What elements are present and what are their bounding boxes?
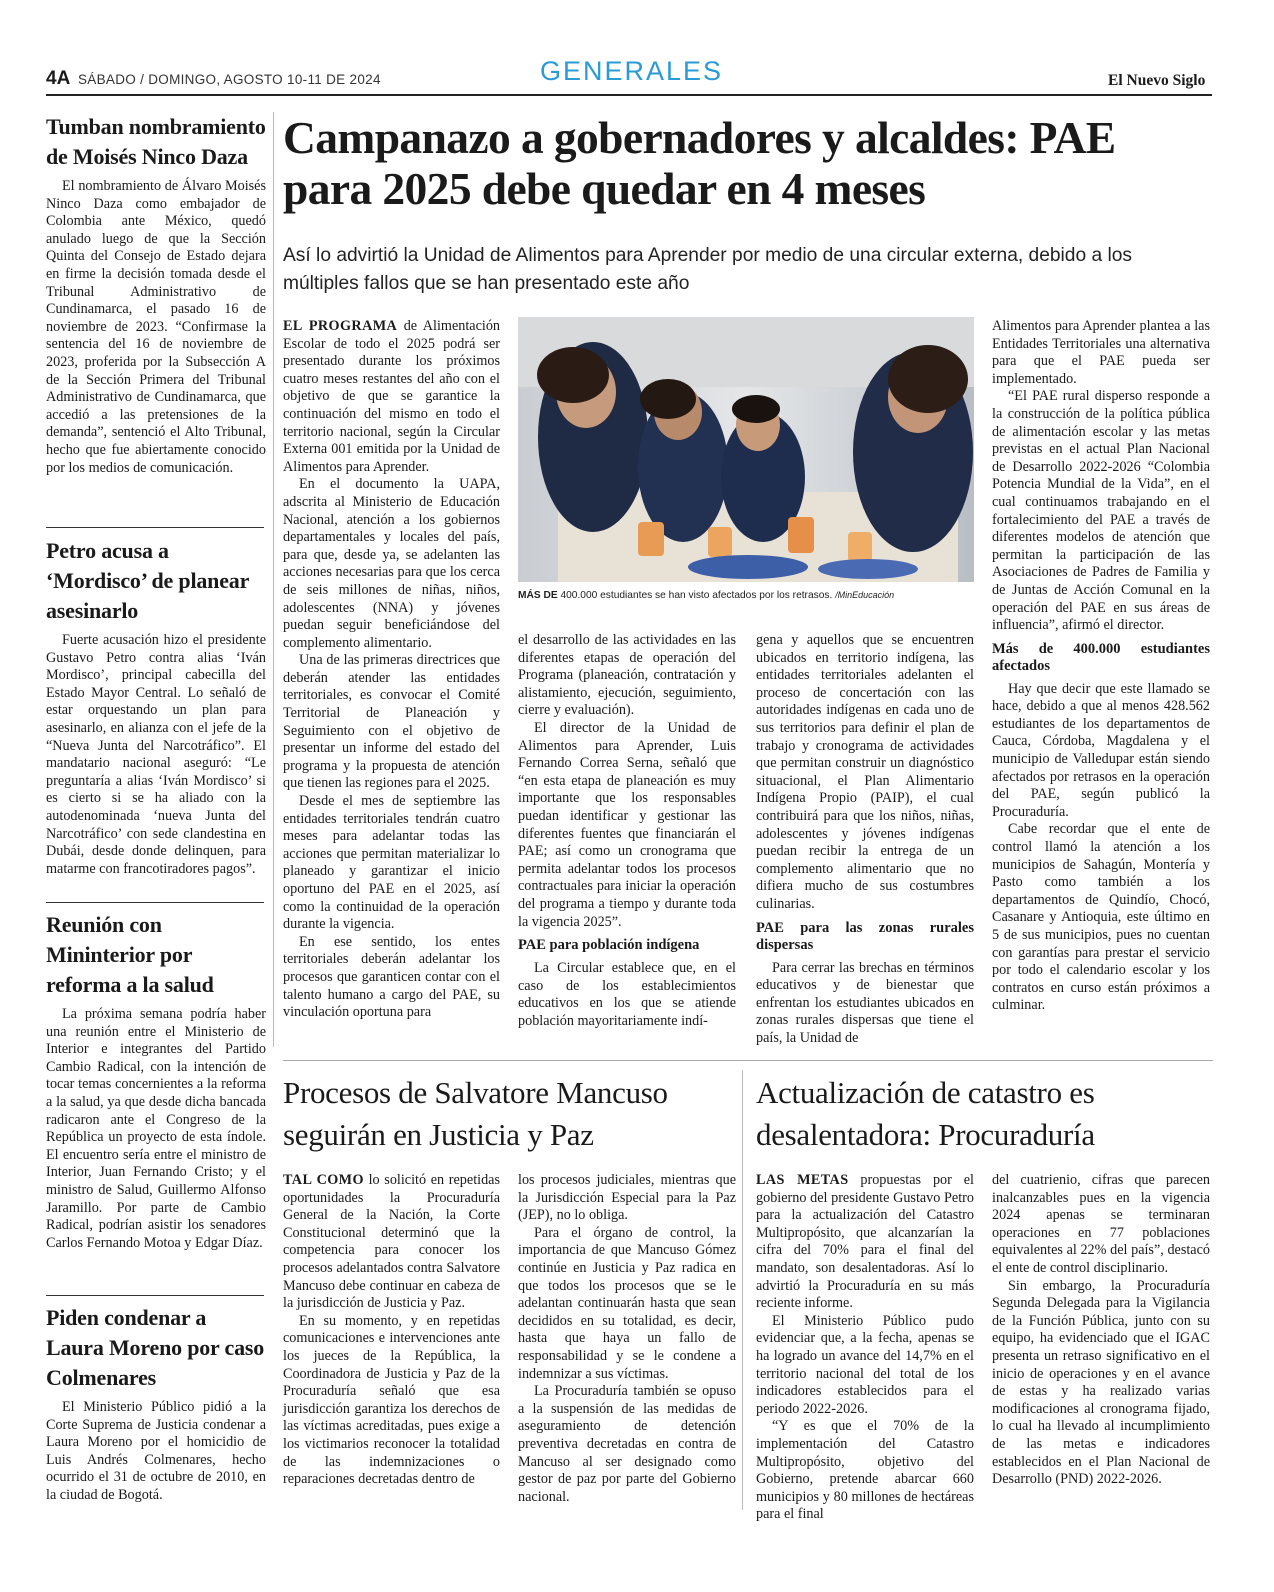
paragraph: los procesos judiciales, mientras que la Jurisdicción Especial para la Paz (JEP), no lo obliga. <box>518 1172 736 1224</box>
paragraph: En su momento, y en repetidas comunicaciones e intervenciones ante los jueces de la República, la Coordinadora de Justicia y Paz de la Procuraduría señaló que esa jurisdicción garantiza los derechos de las víctimas acreditadas, pues exige a los victimarios reconocer la totalidad de las indemnizaciones o reparaciones decretadas dentro de <box>283 1312 500 1488</box>
lead-word: TAL COMO <box>283 1172 364 1188</box>
paragraph <box>756 1172 974 1313</box>
subheading: Más de 400.000 estudiantes afectados <box>992 640 1210 674</box>
paragraph: Sin embargo, la Procuraduría Segunda Delegada para la Vigilancia de la Función Pública, junto con su equipo, ha evidenciado que el IGAC presenta un retraso significativo en el inicio de operaciones y en el avance de estas y ha realizado varias modificaciones al cronograma fijado, lo cual ha llevado al incumplimiento de las metas e indicadores establecidos en el Plan Nacional de Desarrollo (PND) 2022-2026. <box>992 1277 1210 1488</box>
paragraph: La Procuraduría también se opuso a la suspensión de las medidas de aseguramiento de detención preventiva decretadas en contra de Mancuso al ser designado como gestor de paz por parte del Gobierno nacional. <box>518 1383 736 1505</box>
section-divider <box>283 1060 1213 1061</box>
paragraph: del cuatrienio, cifras que parecen inalcanzables pues en la vigencia 2024 apenas se terminaran operaciones en 77 poblaciones equivalentes al 22% del país”, destacó el ente de control disciplinario. <box>992 1172 1210 1276</box>
paragraph: el desarrollo de las actividades en las diferentes etapas de operación del Programa (planeación, contratación y alistamiento, ejecución, seguimiento, cierre y evaluación). <box>518 632 736 719</box>
brief-1 <box>46 112 266 477</box>
paragraph: Desde el mes de septiembre las entidades territoriales tendrán cuatro meses para adelantar todas las acciones que permitan materializar lo planeado y garantizar el inicio oportuno del PAE en el 2025, así como la continuidad de la operación durante la vigencia. <box>283 793 500 933</box>
paragraph <box>283 318 500 476</box>
brief-divider <box>46 527 264 528</box>
brief-title: Reunión con Mininterior por reforma a la salud <box>46 912 214 997</box>
brief-divider <box>46 902 264 903</box>
subheading: PAE para población indígena <box>518 937 700 954</box>
paragraph-text: propuestas por el gobierno del presidente Gustavo Petro para la actualización del Catastro Multipropósito, que alcanzarían la cifra del 70% para el final del mandato, son desalentadoras. Así lo advirtió la Procuraduría en su más reciente informe. <box>756 1172 974 1312</box>
paragraph: La Circular establece que, en el caso de los establecimientos educativos en los que se atiende población mayoritariamente indí- <box>518 960 736 1029</box>
main-headline: Campanazo a gobernadores y alcaldes: PAE para 2025 debe quedar en 4 meses <box>283 112 1116 214</box>
lead-word: LAS METAS <box>756 1172 849 1188</box>
subheading: PAE para las zonas rurales dispersas <box>756 919 974 953</box>
catastro-headline: Actualización de catastro es desalentadora: Procuraduría <box>756 1075 1095 1152</box>
main-column-2 <box>518 632 736 1030</box>
photo-credit: /MinEducación <box>835 590 895 600</box>
brief-title: Piden condenar a Laura Moreno por caso Colmenares <box>46 1305 265 1390</box>
brief-title: Petro acusa a ‘Mordisco’ de planear asesinarlo <box>46 538 249 623</box>
paragraph-text: de Alimentación Escolar de todo el 2025 podrá ser presentado durante los próximos cuatro meses restantes del año con el objetivo de que se garantice la continuación del mismo en todo el territorio nacional, según la Circular Externa 001 emitida por la Unidad de Alimentos para Aprender. <box>283 318 501 475</box>
photo-caption <box>518 590 978 601</box>
mancuso-column-2 <box>518 1172 736 1506</box>
main-column-3 <box>756 632 974 1047</box>
brief-body: El Ministerio Público pidió a la Corte Suprema de Justicia condenar a Laura Moreno por el homicidio de Luis Andrés Colmenares, hecho ocurrido el 31 de octubre de 2010, en la ciudad de Bogotá. <box>46 1399 266 1503</box>
paragraph: Alimentos para Aprender plantea a las Entidades Territoriales una alternativa para que el PAE pueda ser implementado. <box>992 318 1210 387</box>
brief-4 <box>46 1303 266 1505</box>
issue-date: SÁBADO / DOMINGO, AGOSTO 10-11 DE 2024 <box>78 72 381 87</box>
brief-body: El nombramiento de Álvaro Moisés Ninco Daza como embajador de Colombia ante México, quedó anulado luego de que la Sección Quinta del Consejo de Estado dejara en firme la decisión tomada desde el Tribunal Administrativo de Cundinamarca, el pasado 16 de noviembre de 2023. “Confirmase la sentencia del 16 de noviembre de 2023, proferida por la Subsección A de la Sección Primera del Tribunal Administrativo de Cundinamarca, que accedió a las pretensiones de la demanda”, sentenció el Alto Tribunal, hecho que fue abiertamente conocido por los medios de comunicación. <box>46 178 266 476</box>
main-column-1 <box>283 318 500 1022</box>
sidebar-rule <box>273 112 274 1047</box>
brief-2 <box>46 536 266 878</box>
paragraph: Para el órgano de control, la importancia de que Mancuso Gómez continúe en Justicia y Paz radica en que todos los procesos que se le adelantan continuarán hasta que sean decididos en su totalidad, es decir, hasta que haya un fallo de responsabilidad y se le condene a indemnizar a sus víctimas. <box>518 1224 736 1382</box>
catastro-column-1 <box>756 1172 974 1524</box>
brief-3 <box>46 910 266 1252</box>
main-deck: Así lo advirtió la Unidad de Alimentos para Aprender por medio de una circular externa, debido a los múltiples fallos que se han presentado este año <box>283 245 1133 294</box>
caption-lead: MÁS DE <box>518 590 558 601</box>
paragraph: Cabe recordar que el ente de control llamó la atención a los municipios de Sahagún, Montería y Pasto como también a los departamentos de Quindío, Chocó, Casanare y Antioquia, este último en 5 de sus municipios, pues no cuentan con garantías para prestar el servicio por todo el calendario escolar y los contratos en curso están próximos a culminar. <box>992 821 1210 1014</box>
header-rule <box>46 94 1212 96</box>
brief-title: Tumban nombramiento de Moisés Ninco Daza <box>46 114 266 169</box>
newspaper-logo: El Nuevo Siglo <box>1108 72 1206 89</box>
catastro-column-2 <box>992 1172 1210 1489</box>
lead-word: EL PROGRAMA <box>283 318 398 334</box>
brief-body: La próxima semana podría haber una reunión entre el Ministerio de Interior e integrantes del Partido Cambio Radical, con la intención de tocar temas concernientes a la reforma a la salud, ya que desde dicha bancada radicaron ante el Congreso de la República un proyecto de esta índole. El encuentro sería entre el ministro de Interior, Juan Fernando Cristo; y el ministro de Salud, Guillermo Alfonso Jaramillo. Por parte de Cambio Radical, podrían asistir los senadores Carlos Fernando Motoa y Edgar Díaz. <box>46 1006 266 1251</box>
students-photo <box>518 317 974 582</box>
paragraph: En el documento la UAPA, adscrita al Ministerio de Educación Nacional, atención a los gobiernos departamentales y locales del país, para que, desde ya, se adelanten las acciones necesarias para que los cerca de seis millones de niñas, niños, adolescentes (NNA) y jóvenes puedan seguir beneficiándose del complemento alimentario. <box>283 476 500 651</box>
paragraph: Para cerrar las brechas en términos educativos y de bienestar que enfrentan los estudiantes ubicados en zonas rurales dispersas que tiene el país, la Unidad de <box>756 959 974 1046</box>
section-title: GENERALES <box>540 56 724 86</box>
paragraph: En ese sentido, los entes territoriales deberán adelantar los procesos que garanticen contar con el talento humano a cargo del PAE, su vinculación oportuna para <box>283 933 500 1021</box>
paragraph: gena y aquellos que se encuentren ubicados en territorio indígena, las entidades territoriales adelanten el proceso de concertación con las autoridades indígenas en cada uno de sus territorios para definir el plan de trabajo y cronograma de actividades que permitan construir un diagnóstico situacional, el Plan Alimentario Indígena Propio (PAIP), el cual contribuirá para que los niños, niñas, adolescentes y jóvenes indígenas puedan recibir la entrega de un complemento alimentario que no difiera mucho de sus costumbres culinarias. <box>756 632 974 912</box>
page-number: 4A <box>46 68 71 89</box>
caption-text: 400.000 estudiantes se han visto afectados por los retrasos. <box>560 590 833 601</box>
paragraph: El director de la Unidad de Alimentos para Aprender, Luis Fernando Correa Serna, señaló que “en esta etapa de planeación es muy importante que los responsables puedan identificar y gestionar las diferentes fuentes que financiarán el PAE; así como un cronograma que permita adelantar todos los procesos contractuales para iniciar la operación del programa a tiempo y durante toda la vigencia 2025”. <box>518 719 736 930</box>
mancuso-headline: Procesos de Salvatore Mancuso seguirán en Justicia y Paz <box>283 1075 668 1152</box>
article-rule <box>742 1070 743 1510</box>
brief-divider <box>46 1295 264 1296</box>
paragraph: “Y es que el 70% de la implementación del Catastro Multipropósito, objetivo del Gobierno, pretende abarcar 660 municipios y 80 millones de hectáreas para el final <box>756 1418 974 1523</box>
main-column-4 <box>992 318 1210 1015</box>
paragraph-text: lo solicitó en repetidas oportunidades la Procuraduría General de la Nación, la Corte Constitucional determinó que la competencia para conocer los procesos adelantados contra Salvatore Mancuso debe continuar en cabeza de la jurisdicción de Justicia y Paz. <box>283 1172 500 1312</box>
students-photo-image <box>518 317 974 582</box>
paragraph: El Ministerio Público pudo evidenciar que, a la fecha, apenas se ha logrado un avance del 14,7% en el territorio nacional del total de los indicadores establecidos para el periodo 2022-2026. <box>756 1312 974 1417</box>
paragraph: Hay que decir que este llamado se hace, debido a que al menos 428.562 estudiantes de los departamentos de Cauca, Córdoba, Magdalena y el municipio de Valledupar están siendo afectados por retrasos en la operación del PAE, según publicó la Procuraduría. <box>992 680 1210 820</box>
brief-body: Fuerte acusación hizo el presidente Gustavo Petro contra alias ‘Iván Mordisco’, principal cabecilla del Estado Mayor Central. Lo señaló de estar orquestando un plan para asesinarlo, en alianza con el jefe de la “Nueva Junta del Narcotráfico”. El mandatario nacional aseguró: “Le preguntaría a alias ‘Iván Mordisco’ si es cierto si se ha aliado con la autodenominada ‘nueva Junta del Narcotráfico’ con sede clandestina en Dubái, desde donde delinquen, para matarme con francotiradores pagos”. <box>46 632 266 877</box>
mancuso-column-1 <box>283 1172 500 1489</box>
paragraph: “El PAE rural disperso responde a la construcción de la política pública de alimentación escolar y las metas previstas en el actual Plan Nacional de Desarrollo 2022-2026 “Colombia Potencia Mundial de la Vida”, en el cual continuamos trabajando en el fortalecimiento del PAE a través de diferentes modelos de atención que permitan la participación de las Asociaciones de Padres de Familia y de Juntas de Acción Comunal en la operación del PAE en sus áreas de influencia”, afirmó el director. <box>992 388 1210 634</box>
paragraph: Una de las primeras directrices que deberán atender las entidades territoriales, es convocar el Comité Territorial de Planeación y Seguimiento con el objetivo de presentar un informe del estado del programa y la propuesta de atención que tienen las regiones para el 2025. <box>283 652 500 792</box>
paragraph <box>283 1172 500 1313</box>
